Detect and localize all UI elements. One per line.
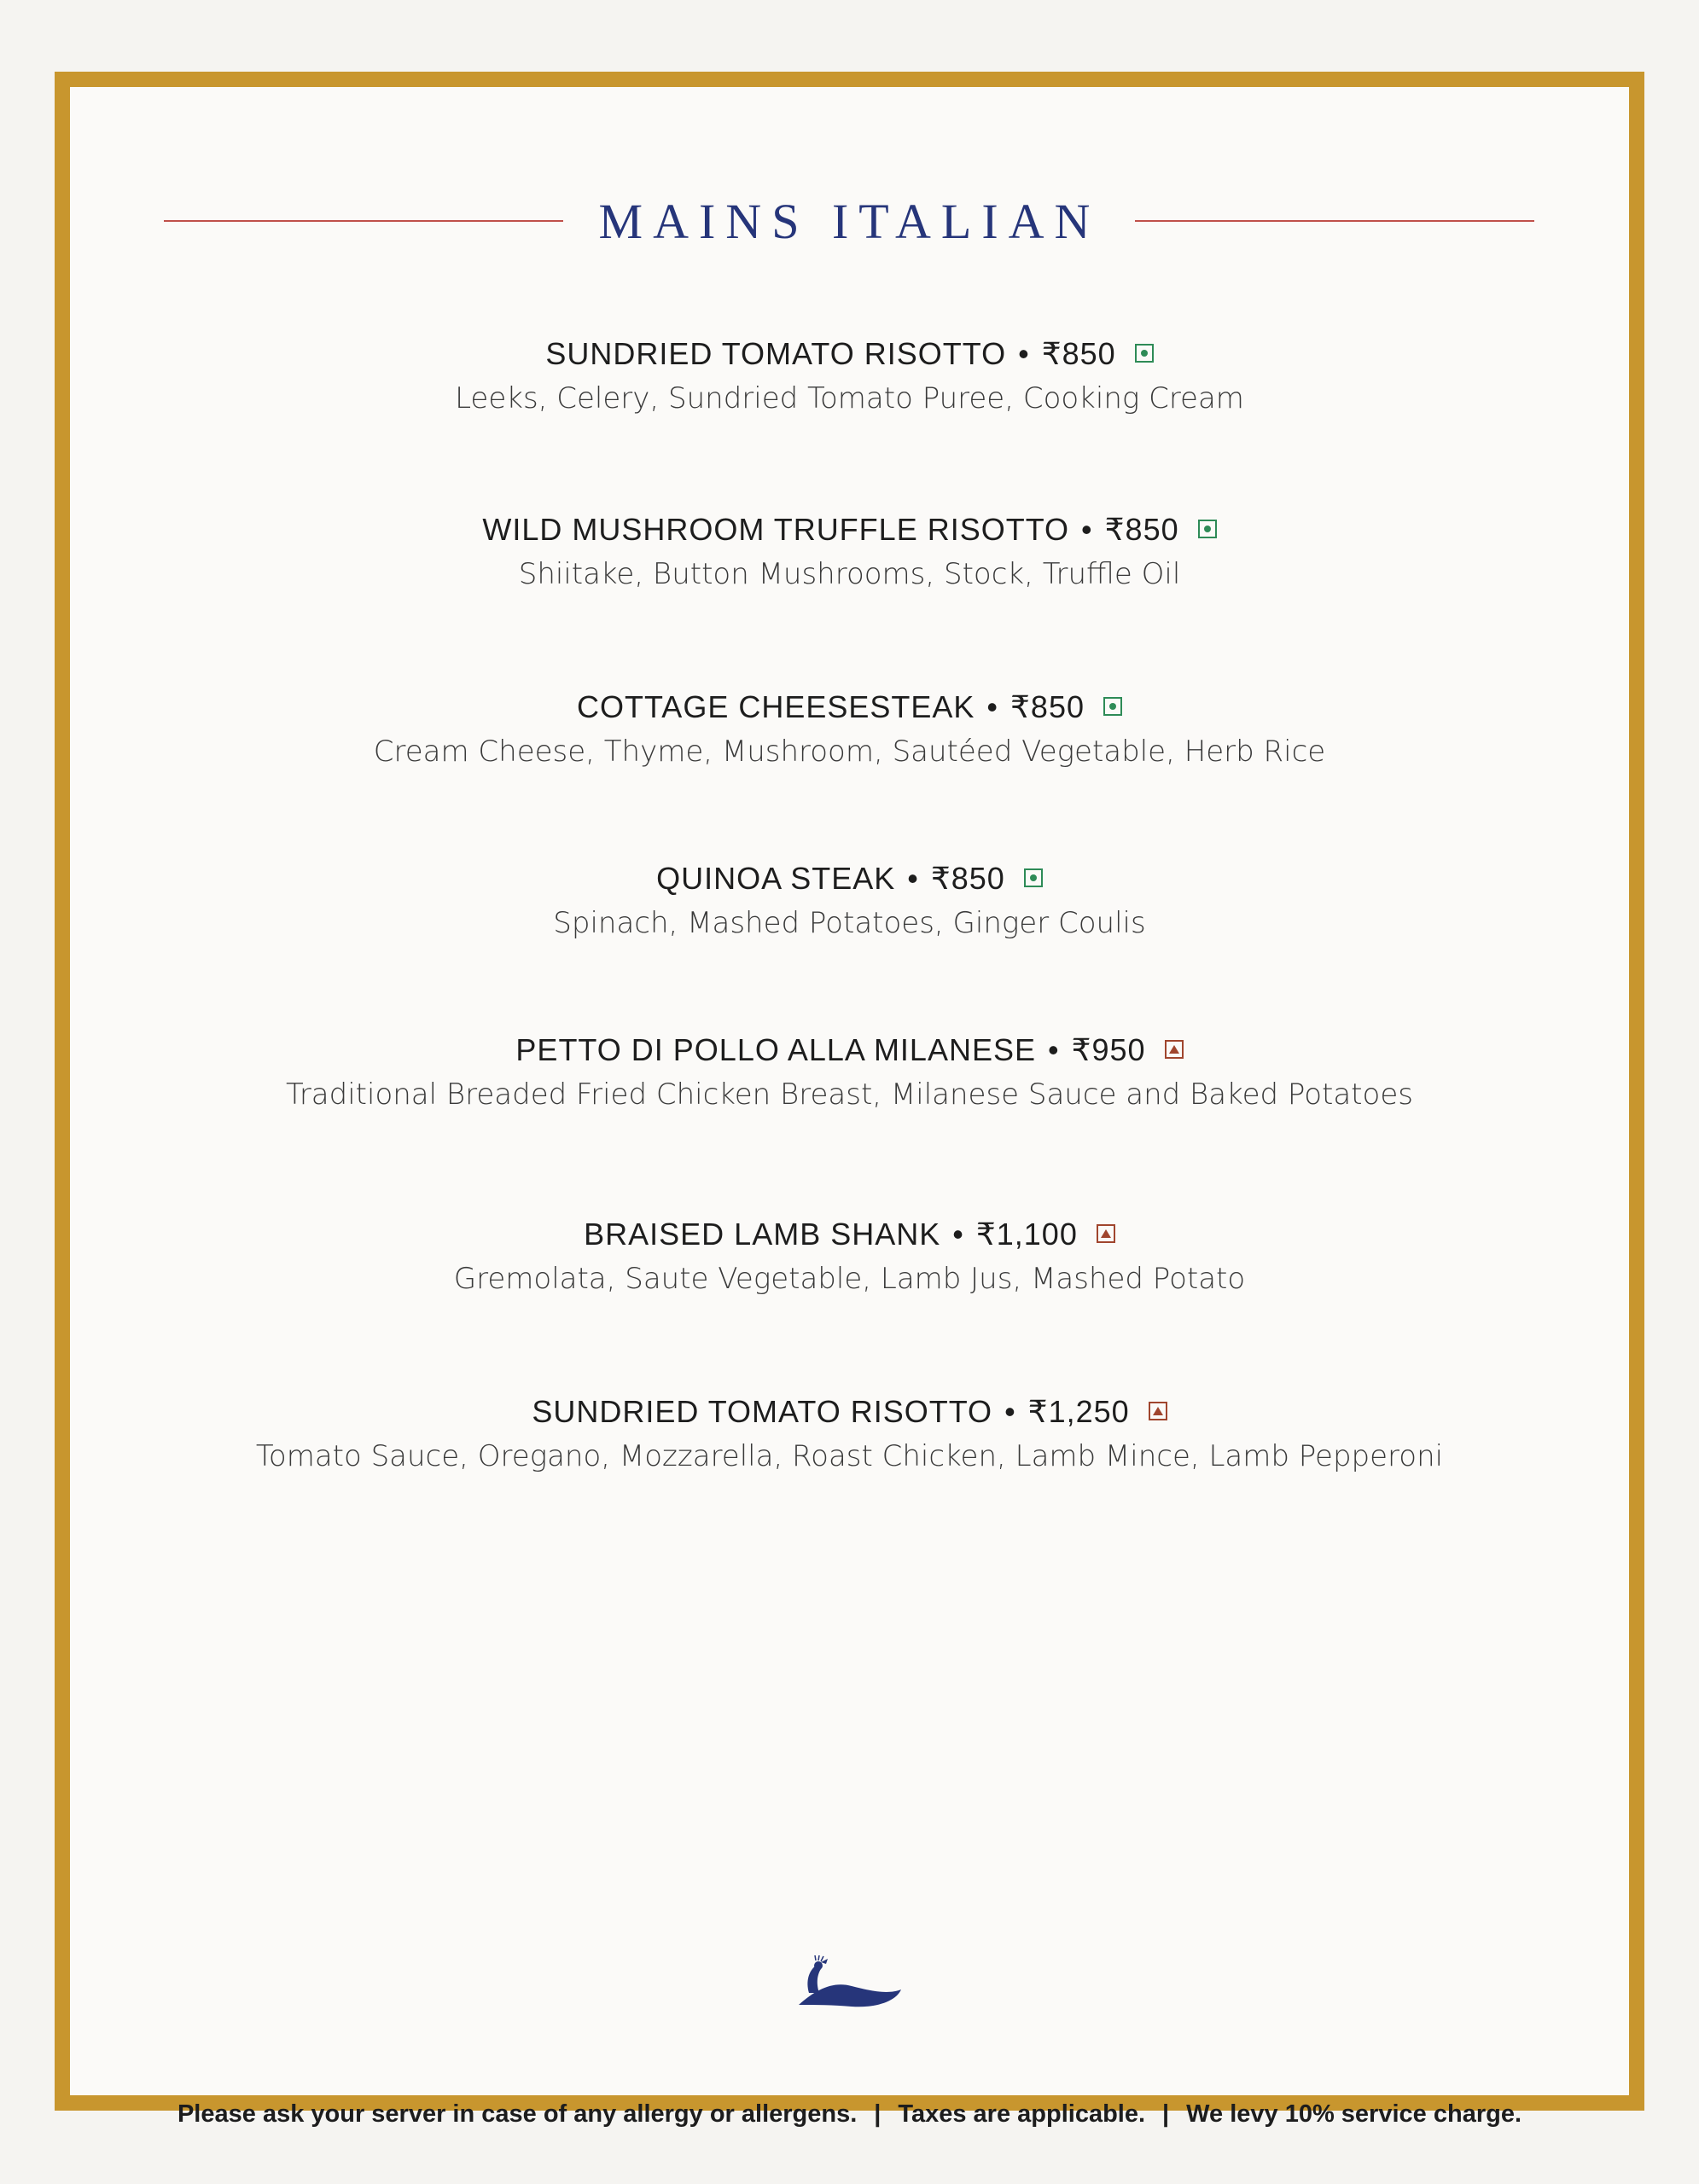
menu-item-title — [70, 334, 1629, 374]
separator-dot: • — [986, 689, 999, 724]
menu-item — [70, 1031, 1629, 1114]
page-title: MAINS ITALIAN — [598, 194, 1101, 249]
menu-item-price: ₹850 — [930, 861, 1005, 896]
menu-item-description: Leeks, Celery, Sundried Tomato Puree, Cooking Cream — [455, 381, 1244, 415]
menu-item-title — [70, 1215, 1629, 1254]
menu-item-title — [70, 688, 1629, 727]
menu-item-name: BRAISED LAMB SHANK — [584, 1217, 941, 1252]
menu-item-price: ₹1,250 — [1027, 1394, 1130, 1429]
peacock-logo-graphic — [790, 1955, 910, 2015]
menu-item-name: SUNDRIED TOMATO RISOTTO — [532, 1394, 993, 1429]
non-veg-mark-icon — [1149, 1402, 1167, 1420]
menu-item-name: WILD MUSHROOM TRUFFLE RISOTTO — [482, 512, 1070, 547]
footer-tax-note: Taxes are applicable. — [898, 2100, 1146, 2128]
separator-dot: • — [1081, 512, 1093, 547]
footer-allergy-note: Please ask your server in case of any allergy or allergens. — [177, 2100, 858, 2128]
non-veg-mark-icon — [1097, 1224, 1115, 1243]
menu-item — [70, 510, 1629, 594]
menu-item-title — [70, 859, 1629, 898]
menu-item-price: ₹850 — [1010, 689, 1085, 724]
veg-mark-icon — [1198, 520, 1217, 538]
footer-notice — [70, 2100, 1629, 2129]
veg-mark-icon — [1135, 344, 1154, 363]
menu-item — [70, 1392, 1629, 1476]
menu-frame — [55, 72, 1644, 2128]
menu-item-title — [70, 1031, 1629, 1070]
menu-header — [70, 188, 1629, 256]
footer-service-note: We levy 10% service charge. — [1186, 2100, 1522, 2128]
menu-item-description: Cream Cheese, Thyme, Mushroom, Sautéed Vegetable, Herb Rice — [373, 735, 1326, 769]
menu-item-price: ₹950 — [1071, 1032, 1146, 1067]
menu-item-price: ₹850 — [1041, 336, 1116, 371]
peacock-logo-icon — [70, 1955, 1629, 2019]
header-rule-right — [1135, 220, 1534, 222]
menu-item-name: PETTO DI POLLO ALLA MILANESE — [515, 1032, 1036, 1067]
separator-dot: • — [952, 1217, 964, 1252]
menu-item-title — [70, 1392, 1629, 1432]
separator-dot: • — [1004, 1394, 1016, 1429]
menu-item — [70, 688, 1629, 771]
separator-dot: • — [1018, 336, 1030, 371]
menu-item-description: Spinach, Mashed Potatoes, Ginger Coulis — [553, 906, 1146, 940]
veg-mark-icon — [1024, 868, 1043, 887]
separator-dot: • — [907, 861, 919, 896]
non-veg-mark-icon — [1165, 1040, 1184, 1059]
menu-item-title — [70, 510, 1629, 549]
menu-item — [70, 859, 1629, 943]
menu-item-description: Traditional Breaded Fried Chicken Breast, Milanese Sauce and Baked Potatoes — [286, 1077, 1413, 1112]
menu-item-name: COTTAGE CHEESESTEAK — [577, 689, 975, 724]
veg-mark-icon — [1103, 697, 1122, 716]
separator-dot: • — [1048, 1032, 1060, 1067]
menu-item-price: ₹1,100 — [975, 1217, 1078, 1252]
menu-item-name: QUINOA STEAK — [656, 861, 896, 896]
menu-item — [70, 1215, 1629, 1298]
menu-item-description: Gremolata, Saute Vegetable, Lamb Jus, Mashed Potato — [453, 1262, 1246, 1296]
menu-item-price: ₹850 — [1104, 512, 1179, 547]
menu-item-name: SUNDRIED TOMATO RISOTTO — [545, 336, 1007, 371]
menu-item-description: Tomato Sauce, Oregano, Mozzarella, Roast Chicken, Lamb Mince, Lamb Pepperoni — [255, 1439, 1444, 1473]
footer-divider: | — [874, 2100, 882, 2128]
menu-item — [70, 334, 1629, 418]
footer-divider: | — [1162, 2100, 1170, 2128]
menu-item-description: Shiitake, Button Mushrooms, Stock, Truffle Oil — [518, 557, 1181, 591]
